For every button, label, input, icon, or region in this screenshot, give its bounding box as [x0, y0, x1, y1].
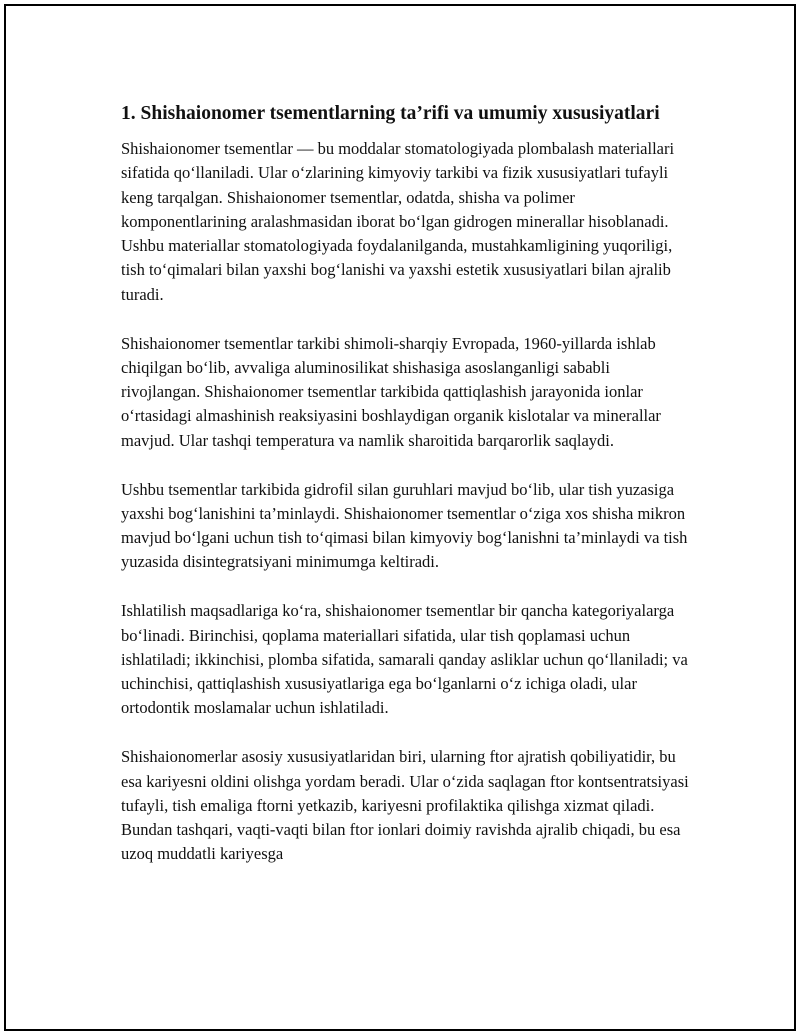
page-frame — [4, 4, 796, 1031]
section-heading: 1. Shishaionomer tsementlarning ta’rifi va umumiy xususiyatlari — [121, 103, 660, 124]
paragraph-2: Shishaionomer tsementlar tarkibi shimoli-sharqiy Evropada, 1960-yillarda ishlab chiqilgan bo‘lib, avvaliga aluminosilikat shishasiga asoslanganligi sababli rivojlangan. Shishaionomer tsementlar tarkibida qattiqlashish jarayonida ionlar o‘rtasidagi almashinish reaksiyasini boshlaydigan organik kislotalar va minerallar mavjud. Ular tashqi temperatura va namlik sharoitida barqarorlik saqlaydi. — [121, 333, 661, 450]
paragraph-1: Shishaionomer tsementlar — bu moddalar stomatologiyada plombalash materiallari sifatida qo‘llaniladi. Ular o‘zlarining kimyoviy tarkibi va fizik xususiyatlari tufayli keng tarqalgan. Shishaionomer tsementlar, odatda, shisha va polimer komponentlarining aralashmasidan iborat bo‘lgan gidrogen minerallar hisoblanadi. Ushbu materiallar stomatologiyada foydalanilganda, mustahkamligining yuqoriligi, tish to‘qimalari bilan yaxshi bog‘lanishi va yaxshi estetik xususiyatlari bilan ajralib turadi. — [121, 139, 675, 304]
paragraph-3: Ushbu tsementlar tarkibida gidrofil silan guruhlari mavjud bo‘lib, ular tish yuzasiga yaxshi bog‘lanishini ta’minlaydi. Shishaionomer tsementlar o‘ziga xos shisha mikron mavjud bo‘lgani uchun tish to‘qimasi bilan kimyoviy bog‘lanishni ta’minlaydi va tish yuzasida disintegratsiyani minimumga keltiradi. — [121, 479, 688, 572]
document-body — [121, 100, 691, 891]
paragraph-4: Ishlatilish maqsadlariga ko‘ra, shishaionomer tsementlar bir qancha kategoriyalarga bo‘linadi. Birinchisi, qoplama materiallari sifatida, ular tish qoplamasi uchun ishlatiladi; ikkinchisi, plomba sifatida, samarali qanday asliklar uchun qo‘llaniladi; va uchinchisi, qattiqlashish xususiyatlariga ega bo‘lganlarni o‘z ichiga oladi, ular ortodontik moslamalar uchun ishlatiladi. — [121, 601, 688, 718]
paragraph-5: Shishaionomerlar asosiy xususiyatlaridan biri, ularning ftor ajratish qobiliyatidir, bu esa kariyesni oldini olishga yordam beradi. Ular o‘zida saqlagan ftor kontsentratsiyasi tufayli, tish emaliga ftorni yetkazib, kariyesni profilaktika qilishga xizmat qiladi. Bundan tashqari, vaqti-vaqti bilan ftor ionlari doimiy ravishda ajralib chiqadi, bu esa uzoq muddatli kariyesga — [121, 747, 689, 864]
